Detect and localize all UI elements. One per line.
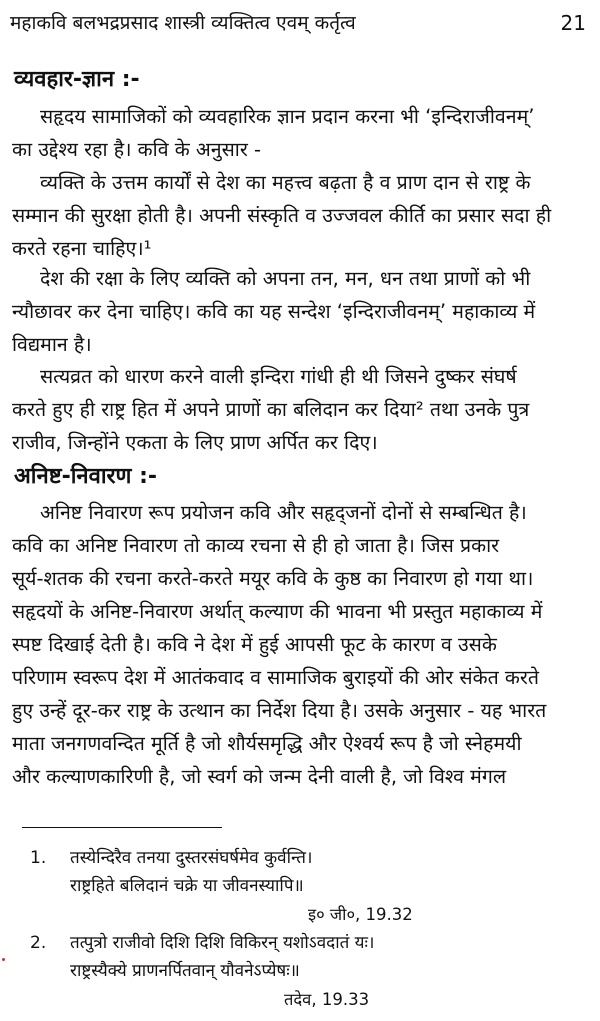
- text-line: माता जनगणवन्दित मूर्ति है जो शौर्यसमृद्धि और ऐश्वर्य रूप है जो स्नेहमयी: [12, 732, 522, 755]
- footnote-source: इ० जी०, 19.32: [308, 905, 413, 924]
- scan-speck: [2, 958, 5, 961]
- footnote-2: [0, 930, 600, 956]
- running-header: [10, 10, 586, 44]
- text-line: सूर्य-शतक की रचना करते-करते मयूर कवि के कुष्ठ का निवारण हो गया था।: [12, 567, 534, 590]
- text-line: सहृदयों के अनिष्ट-निवारण अर्थात् कल्याण की भावना भी प्रस्तुत महाकाव्य में: [12, 600, 543, 623]
- footnote-number: 1.: [30, 848, 47, 868]
- text-line: करते हुए ही राष्ट्र हित में अपने प्राणों का बलिदान कर दिया² तथा उनके पुत्र: [12, 398, 530, 421]
- running-title: महाकवि बलभद्रप्रसाद शास्त्री व्यक्तित्व एवम् कर्तृत्व: [10, 12, 356, 34]
- footnote-verse-line: तत्पुत्रो राजीवो दिशि दिशि विकिरन् यशोऽवदातं यः।: [70, 933, 375, 953]
- text-line: कवि का अनिष्ट निवारण तो काव्य रचना से ही हो जाता है। जिस प्रकार: [12, 534, 500, 557]
- text-line: करते रहना चाहिए।¹: [12, 237, 152, 260]
- footnote-divider: [22, 827, 222, 828]
- text-line: परिणाम स्वरूप देश में आतंकवाद व सामाजिक बुराइयों की ओर संकेत करते: [12, 666, 539, 689]
- paragraph: [12, 100, 590, 166]
- text-line: देश की रक्षा के लिए व्यक्ति को अपना तन, मन, धन तथा प्राणों को भी: [40, 267, 531, 290]
- footnote-verse-line: राष्ट्रहिते बलिदानं चक्रे या जीवनस्यापि॥: [70, 876, 304, 896]
- footnote-1-line-2: [0, 873, 600, 899]
- paragraph: [12, 262, 590, 361]
- footnote-verse-line: तस्येन्दिरैव तनया दुस्तरसंघर्षमेव कुर्वन्ति।: [70, 848, 313, 868]
- text-line: का उद्देश्य रहा है। कवि के अनुसार -: [12, 138, 262, 161]
- text-line: और कल्याणकारिणी है, जो स्वर्ग को जन्म देनी वाली है, जो विश्व मंगल: [12, 765, 507, 788]
- footnote-1: [0, 845, 600, 871]
- paragraph: [12, 166, 590, 265]
- text-line: स्पष्ट दिखाई देती है। कवि ने देश में हुई आपसी फूट के कारण व उसके: [12, 633, 497, 656]
- text-line: सत्यव्रत को धारण करने वाली इन्दिरा गांधी ही थी जिसने दुष्कर संघर्ष: [40, 365, 517, 388]
- text-line: सहृदय सामाजिकों को व्यवहारिक ज्ञान प्रदान करना भी ‘इन्दिराजीवनम्’: [40, 105, 535, 128]
- paragraph: [12, 360, 590, 459]
- footnote-source: तदेव, 19.33: [284, 990, 370, 1009]
- text-line: राजीव, जिन्होंने एकता के लिए प्राण अर्पित कर दिए।: [12, 431, 378, 454]
- footnote-2-line-2: [0, 958, 600, 984]
- text-line: सम्मान की सुरक्षा होती है। अपनी संस्कृति व उज्जवल कीर्ति का प्रसार सदा ही: [12, 204, 552, 227]
- text-line: न्यौछावर कर देना चाहिए। कवि का यह सन्देश ‘इन्दिराजीवनम्’ महाकाव्य में: [12, 300, 536, 323]
- section-heading-anisht-nivaran: अनिष्ट-निवारण :-: [14, 464, 158, 489]
- paragraph: [12, 496, 590, 793]
- page-number: 21: [560, 11, 586, 35]
- footnote-verse-line: राष्ट्रस्यैक्ये प्राणनर्पितवान् यौवनेऽप्येषः॥: [70, 961, 300, 981]
- section-heading-vyavahar-gyan: व्यवहार-ज्ञान :-: [14, 67, 140, 92]
- text-line: विद्यमान है।: [12, 333, 92, 356]
- footnote-number: 2.: [30, 933, 47, 953]
- text-line: हुए उन्हें दूर-कर राष्ट्र के उत्थान का निर्देश दिया है। उसके अनुसार - यह भारत: [12, 699, 547, 722]
- text-line: अनिष्ट निवारण रूप प्रयोजन कवि और सहृद्जनों दोनों से सम्बन्धित है।: [40, 501, 527, 524]
- text-line: व्यक्ति के उत्तम कार्यों से देश का महत्त्व बढ़ता है व प्राण दान से राष्ट्र के: [40, 171, 531, 194]
